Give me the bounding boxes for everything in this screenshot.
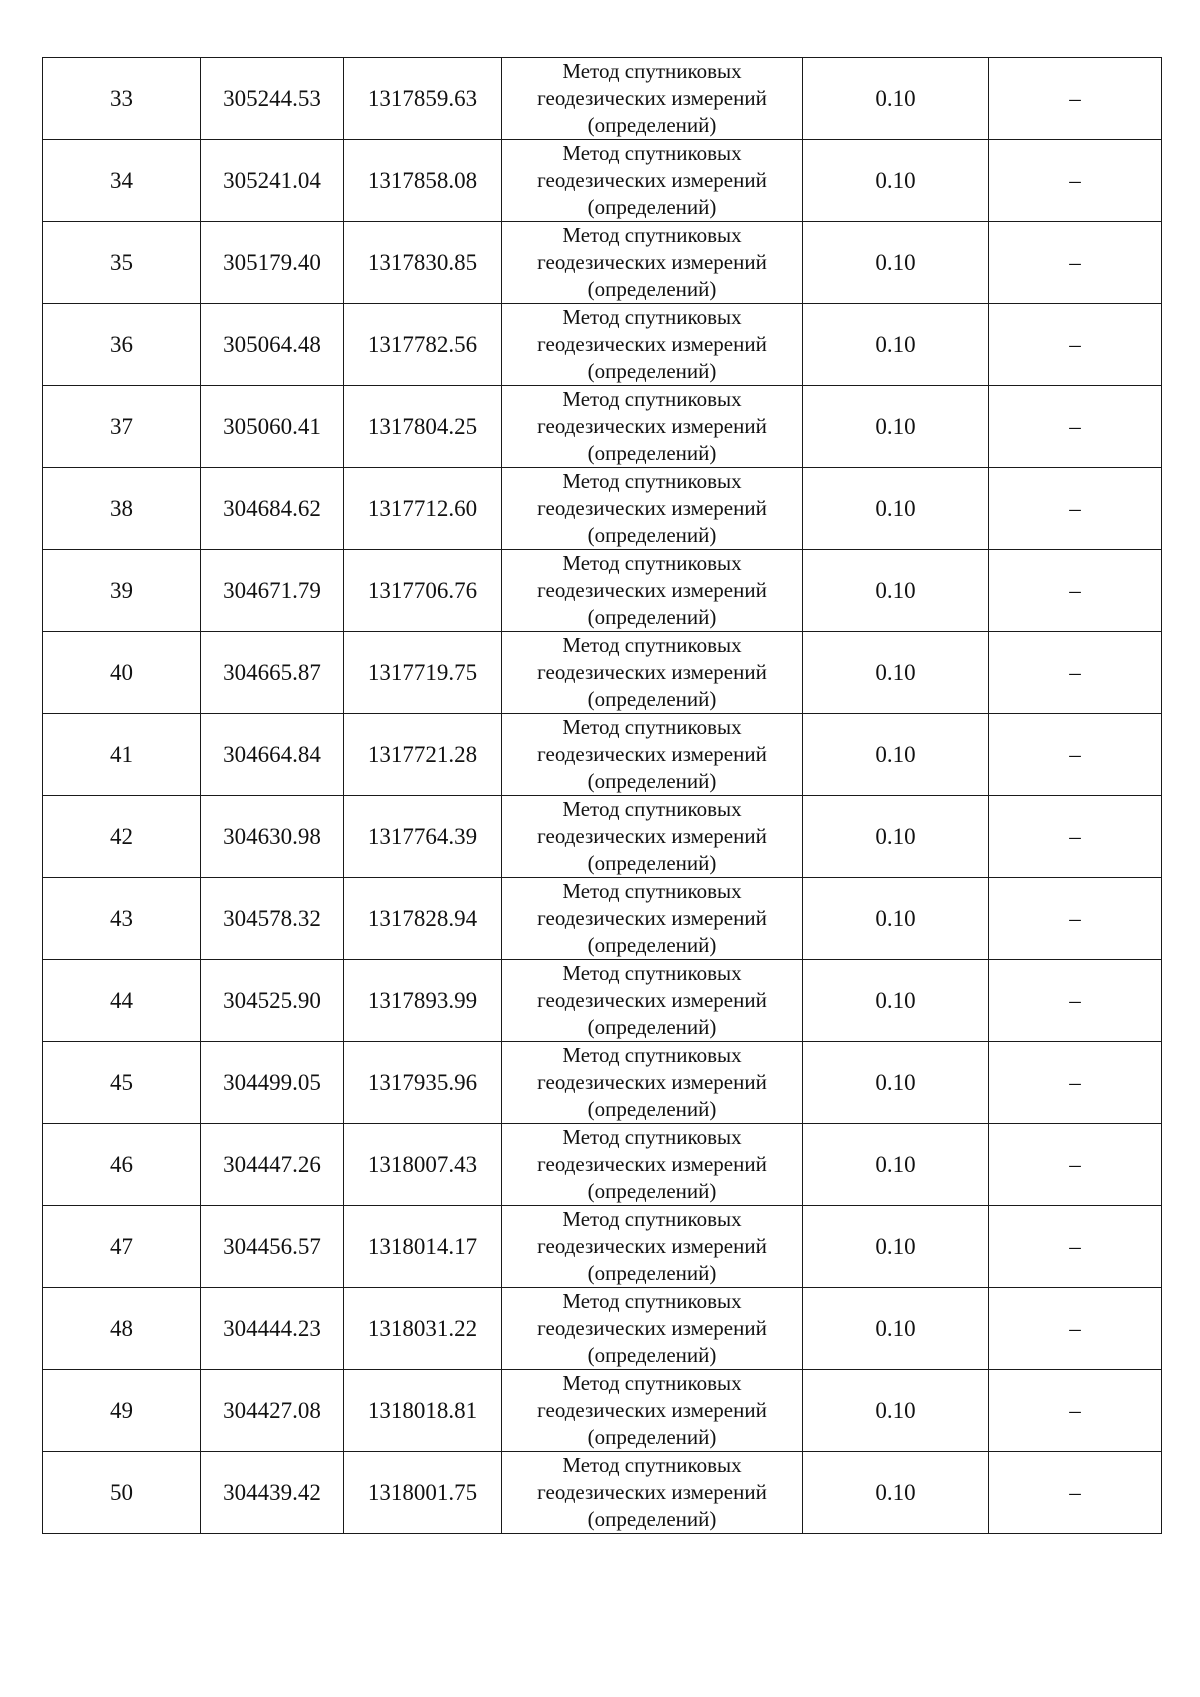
method-text-line: Метод спутниковых	[562, 223, 742, 247]
description-cell: –	[989, 1124, 1162, 1206]
description-cell: –	[989, 222, 1162, 304]
method-cell	[502, 960, 803, 1042]
method-cell	[502, 1370, 803, 1452]
method-text-line: Метод спутниковых	[562, 387, 742, 411]
y-coordinate-cell: 1317804.25	[344, 386, 502, 468]
description-cell: –	[989, 304, 1162, 386]
table-row	[43, 960, 1162, 1042]
point-number-cell: 34	[43, 140, 201, 222]
x-coordinate-cell: 304499.05	[201, 1042, 344, 1124]
x-coordinate-cell: 304456.57	[201, 1206, 344, 1288]
method-text-line: (определений)	[587, 1097, 717, 1121]
method-text-line: (определений)	[587, 277, 717, 301]
method-text-line: геодезических измерений	[537, 1070, 767, 1094]
description-cell: –	[989, 468, 1162, 550]
x-coordinate-cell: 304439.42	[201, 1452, 344, 1534]
accuracy-cell: 0.10	[803, 1288, 989, 1370]
point-number-cell: 37	[43, 386, 201, 468]
y-coordinate-cell: 1317830.85	[344, 222, 502, 304]
method-cell	[502, 550, 803, 632]
method-text-line: геодезических измерений	[537, 496, 767, 520]
method-text-line: Метод спутниковых	[562, 551, 742, 575]
description-cell: –	[989, 386, 1162, 468]
description-cell: –	[989, 1206, 1162, 1288]
table-row	[43, 1288, 1162, 1370]
method-text-line: геодезических измерений	[537, 742, 767, 766]
point-number-cell: 33	[43, 58, 201, 140]
description-cell: –	[989, 1288, 1162, 1370]
x-coordinate-cell: 305244.53	[201, 58, 344, 140]
y-coordinate-cell: 1317712.60	[344, 468, 502, 550]
description-cell: –	[989, 1370, 1162, 1452]
description-cell: –	[989, 878, 1162, 960]
method-text-line: Метод спутниковых	[562, 715, 742, 739]
method-cell	[502, 58, 803, 140]
method-text-line: Метод спутниковых	[562, 1371, 742, 1395]
method-text-line: Метод спутниковых	[562, 1043, 742, 1067]
accuracy-cell: 0.10	[803, 1042, 989, 1124]
method-text-line: Метод спутниковых	[562, 59, 742, 83]
table-row	[43, 632, 1162, 714]
accuracy-cell: 0.10	[803, 140, 989, 222]
method-cell	[502, 386, 803, 468]
coordinates-table-body	[43, 58, 1162, 1534]
method-text-line: Метод спутниковых	[562, 141, 742, 165]
method-text-line: (определений)	[587, 605, 717, 629]
method-text-line: геодезических измерений	[537, 1152, 767, 1176]
accuracy-cell: 0.10	[803, 960, 989, 1042]
x-coordinate-cell: 304664.84	[201, 714, 344, 796]
method-cell	[502, 222, 803, 304]
point-number-cell: 42	[43, 796, 201, 878]
description-cell: –	[989, 796, 1162, 878]
method-cell	[502, 1042, 803, 1124]
table-row	[43, 222, 1162, 304]
table-row	[43, 304, 1162, 386]
y-coordinate-cell: 1317706.76	[344, 550, 502, 632]
method-text-line: (определений)	[587, 359, 717, 383]
table-row	[43, 1206, 1162, 1288]
coordinates-table	[42, 57, 1162, 1534]
x-coordinate-cell: 304427.08	[201, 1370, 344, 1452]
method-cell	[502, 1206, 803, 1288]
x-coordinate-cell: 304671.79	[201, 550, 344, 632]
table-row	[43, 386, 1162, 468]
point-number-cell: 46	[43, 1124, 201, 1206]
method-text-line: (определений)	[587, 1425, 717, 1449]
table-row	[43, 58, 1162, 140]
method-text-line: (определений)	[587, 1507, 717, 1531]
y-coordinate-cell: 1317764.39	[344, 796, 502, 878]
method-text-line: (определений)	[587, 851, 717, 875]
point-number-cell: 38	[43, 468, 201, 550]
method-cell	[502, 714, 803, 796]
point-number-cell: 49	[43, 1370, 201, 1452]
point-number-cell: 47	[43, 1206, 201, 1288]
method-text-line: геодезических измерений	[537, 414, 767, 438]
y-coordinate-cell: 1317858.08	[344, 140, 502, 222]
description-cell: –	[989, 714, 1162, 796]
accuracy-cell: 0.10	[803, 304, 989, 386]
accuracy-cell: 0.10	[803, 58, 989, 140]
method-cell	[502, 140, 803, 222]
y-coordinate-cell: 1317782.56	[344, 304, 502, 386]
y-coordinate-cell: 1317828.94	[344, 878, 502, 960]
table-row	[43, 1042, 1162, 1124]
x-coordinate-cell: 305241.04	[201, 140, 344, 222]
y-coordinate-cell: 1318031.22	[344, 1288, 502, 1370]
method-text-line: (определений)	[587, 1343, 717, 1367]
y-coordinate-cell: 1318007.43	[344, 1124, 502, 1206]
method-text-line: Метод спутниковых	[562, 1453, 742, 1477]
table-row	[43, 878, 1162, 960]
accuracy-cell: 0.10	[803, 632, 989, 714]
description-cell: –	[989, 58, 1162, 140]
accuracy-cell: 0.10	[803, 1452, 989, 1534]
table-row	[43, 796, 1162, 878]
point-number-cell: 41	[43, 714, 201, 796]
method-text-line: (определений)	[587, 1015, 717, 1039]
accuracy-cell: 0.10	[803, 550, 989, 632]
method-text-line: Метод спутниковых	[562, 1125, 742, 1149]
method-text-line: Метод спутниковых	[562, 961, 742, 985]
point-number-cell: 44	[43, 960, 201, 1042]
method-text-line: (определений)	[587, 1179, 717, 1203]
method-text-line: (определений)	[587, 441, 717, 465]
accuracy-cell: 0.10	[803, 386, 989, 468]
method-cell	[502, 304, 803, 386]
description-cell: –	[989, 550, 1162, 632]
x-coordinate-cell: 305060.41	[201, 386, 344, 468]
method-text-line: геодезических измерений	[537, 906, 767, 930]
point-number-cell: 40	[43, 632, 201, 714]
method-cell	[502, 1452, 803, 1534]
method-text-line: геодезических измерений	[537, 824, 767, 848]
method-text-line: (определений)	[587, 933, 717, 957]
y-coordinate-cell: 1318001.75	[344, 1452, 502, 1534]
method-text-line: (определений)	[587, 687, 717, 711]
method-text-line: Метод спутниковых	[562, 797, 742, 821]
method-text-line: геодезических измерений	[537, 86, 767, 110]
method-text-line: Метод спутниковых	[562, 305, 742, 329]
method-text-line: геодезических измерений	[537, 1480, 767, 1504]
method-text-line: Метод спутниковых	[562, 1289, 742, 1313]
point-number-cell: 36	[43, 304, 201, 386]
accuracy-cell: 0.10	[803, 222, 989, 304]
description-cell: –	[989, 632, 1162, 714]
table-row	[43, 468, 1162, 550]
x-coordinate-cell: 304444.23	[201, 1288, 344, 1370]
x-coordinate-cell: 305064.48	[201, 304, 344, 386]
method-cell	[502, 1288, 803, 1370]
method-text-line: (определений)	[587, 769, 717, 793]
table-row	[43, 1370, 1162, 1452]
method-cell	[502, 468, 803, 550]
method-text-line: (определений)	[587, 523, 717, 547]
accuracy-cell: 0.10	[803, 878, 989, 960]
method-text-line: геодезических измерений	[537, 1316, 767, 1340]
accuracy-cell: 0.10	[803, 796, 989, 878]
method-text-line: геодезических измерений	[537, 988, 767, 1012]
accuracy-cell: 0.10	[803, 468, 989, 550]
x-coordinate-cell: 304630.98	[201, 796, 344, 878]
point-number-cell: 43	[43, 878, 201, 960]
x-coordinate-cell: 304578.32	[201, 878, 344, 960]
description-cell: –	[989, 140, 1162, 222]
point-number-cell: 48	[43, 1288, 201, 1370]
method-text-line: Метод спутниковых	[562, 469, 742, 493]
method-text-line: Метод спутниковых	[562, 633, 742, 657]
y-coordinate-cell: 1317719.75	[344, 632, 502, 714]
description-cell: –	[989, 1452, 1162, 1534]
method-text-line: геодезических измерений	[537, 168, 767, 192]
method-cell	[502, 878, 803, 960]
y-coordinate-cell: 1317935.96	[344, 1042, 502, 1124]
table-row	[43, 1124, 1162, 1206]
table-row	[43, 1452, 1162, 1534]
accuracy-cell: 0.10	[803, 1124, 989, 1206]
method-text-line: (определений)	[587, 113, 717, 137]
method-text-line: геодезических измерений	[537, 332, 767, 356]
table-row	[43, 714, 1162, 796]
x-coordinate-cell: 304684.62	[201, 468, 344, 550]
y-coordinate-cell: 1318018.81	[344, 1370, 502, 1452]
x-coordinate-cell: 304447.26	[201, 1124, 344, 1206]
method-text-line: геодезических измерений	[537, 660, 767, 684]
description-cell: –	[989, 1042, 1162, 1124]
point-number-cell: 39	[43, 550, 201, 632]
description-cell: –	[989, 960, 1162, 1042]
x-coordinate-cell: 304525.90	[201, 960, 344, 1042]
accuracy-cell: 0.10	[803, 1206, 989, 1288]
point-number-cell: 50	[43, 1452, 201, 1534]
method-cell	[502, 1124, 803, 1206]
point-number-cell: 35	[43, 222, 201, 304]
x-coordinate-cell: 305179.40	[201, 222, 344, 304]
accuracy-cell: 0.10	[803, 1370, 989, 1452]
method-text-line: геодезических измерений	[537, 1234, 767, 1258]
method-text-line: (определений)	[587, 1261, 717, 1285]
table-row	[43, 140, 1162, 222]
method-text-line: геодезических измерений	[537, 1398, 767, 1422]
method-text-line: (определений)	[587, 195, 717, 219]
method-text-line: геодезических измерений	[537, 250, 767, 274]
method-text-line: геодезических измерений	[537, 578, 767, 602]
accuracy-cell: 0.10	[803, 714, 989, 796]
method-cell	[502, 632, 803, 714]
method-cell	[502, 796, 803, 878]
table-row	[43, 550, 1162, 632]
y-coordinate-cell: 1317859.63	[344, 58, 502, 140]
y-coordinate-cell: 1317893.99	[344, 960, 502, 1042]
method-text-line: Метод спутниковых	[562, 1207, 742, 1231]
method-text-line: Метод спутниковых	[562, 879, 742, 903]
y-coordinate-cell: 1317721.28	[344, 714, 502, 796]
y-coordinate-cell: 1318014.17	[344, 1206, 502, 1288]
x-coordinate-cell: 304665.87	[201, 632, 344, 714]
point-number-cell: 45	[43, 1042, 201, 1124]
